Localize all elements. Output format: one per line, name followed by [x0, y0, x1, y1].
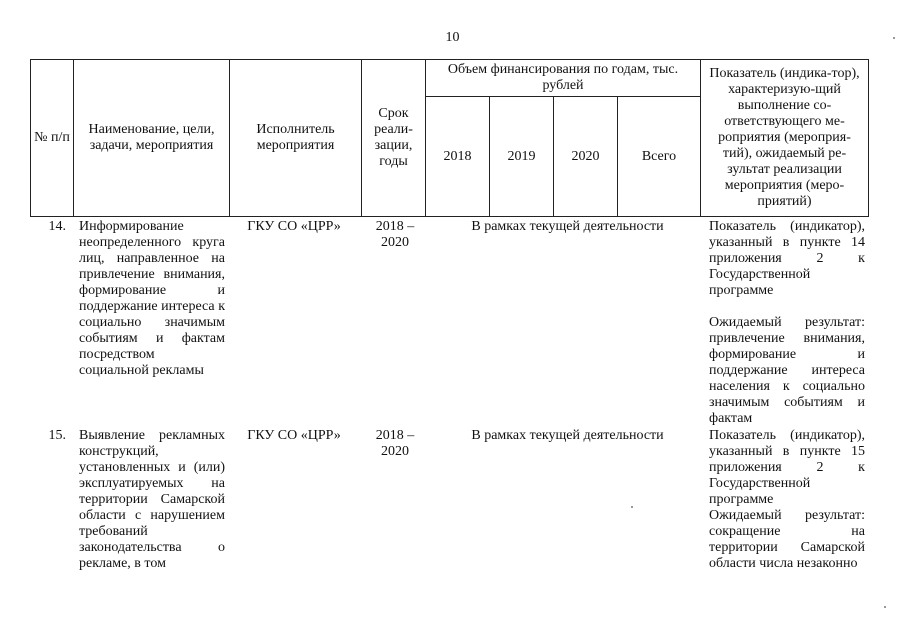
row-14-name: Информирование неопределенного круга лиц, направленное на привлечение внимания, формирование и поддержание интереса к социально значимым событиям и фактам посредством социальной рекламы	[79, 219, 225, 378]
scan-speck	[884, 606, 886, 608]
header-term: Срок реали-зации, годы	[362, 60, 426, 217]
row-15-result: Ожидаемый результат: сокращение на территории Самарской области числа незаконно	[709, 508, 865, 571]
header-funding: Объем финансирования по годам, тыс. рублей	[426, 60, 701, 97]
row-15-term: 2018 – 2020	[375, 428, 415, 459]
page-number: 10	[445, 30, 460, 45]
row-15-num: 15.	[48, 428, 66, 443]
row-14-num: 14.	[48, 219, 66, 234]
row-15-indicator: Показатель (индикатор), указанный в пункте 15 приложения 2 к Государственной программе	[709, 428, 865, 507]
table-header	[30, 59, 869, 217]
row-14-term: 2018 – 2020	[375, 219, 415, 250]
header-name: Наименование, цели, задачи, мероприятия	[74, 60, 230, 217]
header-2020: 2020	[554, 97, 618, 217]
header-indicator: Показатель (индика-тор), характеризую-щий выполнение со-ответствующего ме-роприятия (мероприя-тий), ожидаемый ре-зультат реализации мероприятия (меро-приятий)	[701, 60, 869, 217]
row-15-funding: В рамках текущей деятельности	[471, 428, 664, 443]
row-15-name: Выявление рекламных конструкций, установленных и (или) эксплуатируемых на территории Самарской области с нарушением требований законодательства о рекламе, в том	[79, 428, 225, 571]
header-total: Всего	[618, 97, 701, 217]
row-14-result: Ожидаемый результат: привлечение внимания, формирование и поддержание интереса населения к социально значимым событиям и фактам	[709, 315, 865, 426]
scan-speck	[631, 506, 633, 508]
scan-speck	[893, 37, 895, 39]
header-2018: 2018	[426, 97, 490, 217]
header-executor: Исполнитель мероприятия	[230, 60, 362, 217]
row-14-executor: ГКУ СО «ЦРР»	[247, 219, 341, 234]
row-14-funding: В рамках текущей деятельности	[471, 219, 664, 234]
header-2019: 2019	[490, 97, 554, 217]
row-15-executor: ГКУ СО «ЦРР»	[247, 428, 341, 443]
row-14-indicator: Показатель (индикатор), указанный в пункте 14 приложения 2 к Государственной программе	[709, 219, 865, 298]
header-num: № п/п	[31, 60, 74, 217]
